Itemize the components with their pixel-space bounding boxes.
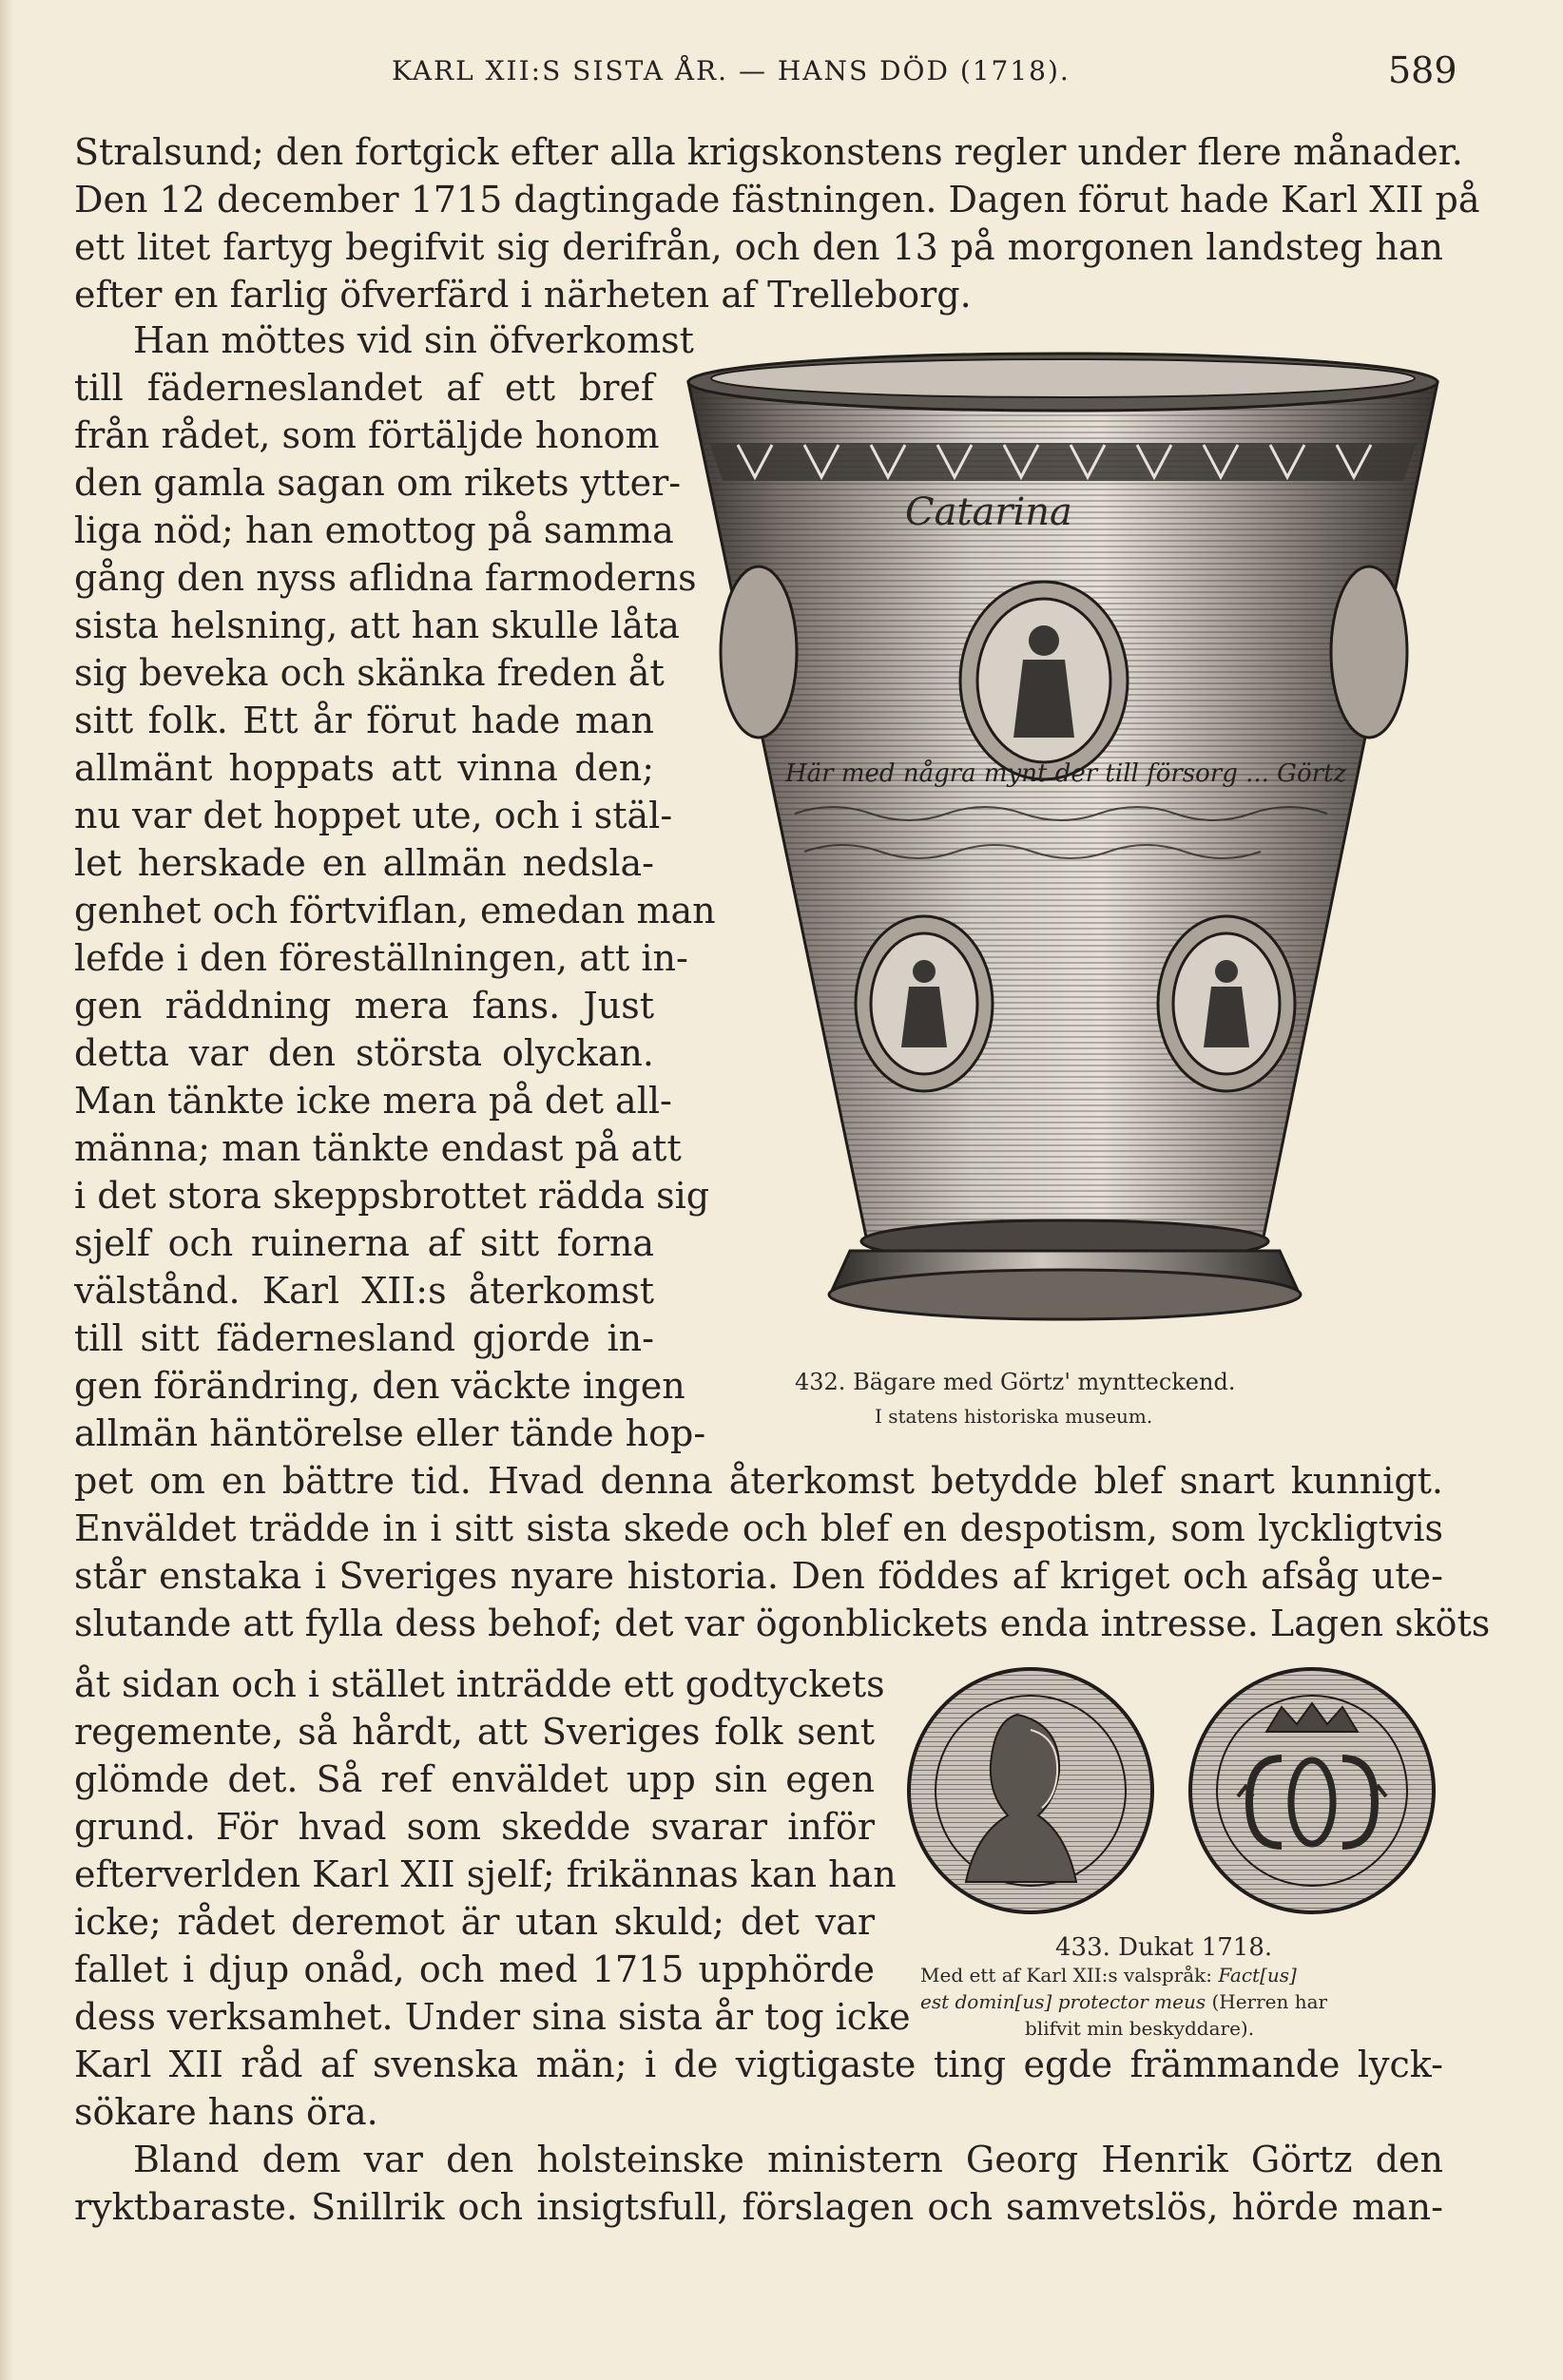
text-line: i det stora skeppsbrottet rädda sig (74, 1175, 710, 1217)
text-line: sitt folk. Ett år förut hade man (74, 700, 654, 741)
caption-text: Med ett af Karl XII:s valspråk: (920, 1964, 1219, 1987)
text-line: sjelf och ruinerna af sitt forna (74, 1222, 654, 1264)
text-line: regemente, så hårdt, att Sveriges folk sent (74, 1711, 875, 1753)
coin-obverse (909, 1669, 1152, 1912)
text-line: genhet och förtviflan, emedan man (74, 890, 716, 931)
text-line: grund. För hvad som skedde svarar inför (74, 1806, 875, 1848)
text-line: gen räddning mera fans. Just (74, 985, 654, 1027)
running-head: KARL XII:S SISTA ÅR. — HANS DÖD (1718). (392, 55, 1071, 86)
text-line: sökare hans öra. (74, 2091, 378, 2133)
figure-433-caption-line3 (920, 1990, 1327, 2013)
caption-text: (Herren har (1206, 1990, 1328, 2013)
text-line: Man tänkte icke mera på det all- (74, 1080, 672, 1122)
text-line: allmän häntörelse eller tände hop- (74, 1412, 706, 1454)
beaker-engraving (681, 338, 1445, 1346)
text-line: ryktbaraste. Snillrik och insigtsfull, förslagen och samvetslös, hörde man- (74, 2186, 1443, 2228)
text-line: liga nöd; han emottog på samma (74, 509, 674, 551)
text-line: står enstaka i Sveriges nyare historia. Den föddes af kriget och afsåg ute- (74, 1555, 1443, 1597)
text-line: slutande att fylla dess behof; det var ögonblickets enda intresse. Lagen sköts (74, 1603, 1491, 1644)
page-gutter-shadow (0, 0, 13, 2380)
text-line: detta var den största olyckan. (74, 1032, 654, 1074)
text-line: den gamla sagan om rikets ytter- (74, 462, 682, 504)
text-line: Enväldet trädde in i sitt sista skede och blef en despotism, som lyckligtvis (74, 1507, 1443, 1549)
text-line: sig beveka och skänka freden åt (74, 652, 665, 694)
text-line: Den 12 december 1715 dagtingade fästningen. Dagen förut hade Karl XII på (74, 179, 1480, 221)
text-line: välstånd. Karl XII:s återkomst (74, 1270, 654, 1312)
ducat-coins (903, 1663, 1439, 1920)
text-line: pet om en bättre tid. Hvad denna återkomst betydde blef snart kunnigt. (74, 1460, 1443, 1502)
figure-432-caption-line1: 432. Bägare med Görtz' myntteckend. (795, 1369, 1236, 1395)
text-line: Han möttes vid sin öfverkomst (133, 319, 694, 361)
text-line: efter en farlig öfverfärd i närheten af Trelleborg. (74, 274, 972, 316)
text-line: från rådet, som förtäljde honom (74, 414, 660, 456)
text-line: gång den nyss aflidna farmoderns (74, 557, 697, 599)
figure-432-caption-line2: I statens historiska museum. (875, 1405, 1153, 1428)
text-line: Bland dem var den holsteinske ministern Georg Henrik Görtz den (133, 2139, 1443, 2180)
figure-433-caption-title: 433. Dukat 1718. (1055, 1933, 1273, 1962)
text-line: icke; rådet deremot är utan skuld; det var (74, 1901, 875, 1943)
page-number: 589 (1388, 49, 1457, 91)
figure-433-caption-line2 (920, 1964, 1297, 1987)
text-line: efterverlden Karl XII sjelf; frikännas kan han (74, 1853, 897, 1895)
text-line: till sitt fädernesland gjorde in- (74, 1317, 654, 1359)
text-line: till fäderneslandet af ett bref (74, 367, 654, 409)
text-line: Stralsund; den fortgick efter alla krigskonstens regler under flere månader. (74, 131, 1463, 173)
engraved-inscription: Här med några mynt der till försorg ... Görtz (785, 759, 1347, 788)
figure-433-caption-line4: blifvit min beskyddare). (1025, 2017, 1255, 2040)
text-line: ett litet fartyg begifvit sig derifrån, och den 13 på morgonen landsteg han (74, 226, 1443, 268)
text-line: dess verksamhet. Under sina sista år tog icke (74, 1996, 911, 2038)
text-line: allmänt hoppats att vinna den; (74, 747, 654, 789)
page-header (0, 49, 1563, 106)
engraved-name: Catarina (905, 490, 1072, 534)
text-line: nu var det hoppet ute, och i stäl- (74, 795, 673, 836)
coin-reverse (1190, 1669, 1434, 1912)
text-line: Karl XII råd af svenska män; i de vigtigaste ting egde främmande lyck- (74, 2044, 1443, 2085)
text-line: let herskade en allmän nedsla- (74, 842, 654, 884)
text-line: fallet i djup onåd, och med 1715 upphörde (74, 1948, 875, 1990)
text-line: lefde i den föreställningen, att in- (74, 937, 688, 979)
caption-latin: est domin[us] protector meus (920, 1990, 1206, 2013)
text-line: sista helsning, att han skulle låta (74, 605, 680, 646)
caption-latin: Fact[us] (1218, 1964, 1297, 1987)
text-line: åt sidan och i stället inträdde ett godtyckets (74, 1663, 885, 1705)
text-line: glömde det. Så ref enväldet upp sin egen (74, 1758, 875, 1800)
text-line: männa; man tänkte endast på att (74, 1127, 682, 1169)
text-line: gen förändring, den väckte ingen (74, 1365, 685, 1407)
